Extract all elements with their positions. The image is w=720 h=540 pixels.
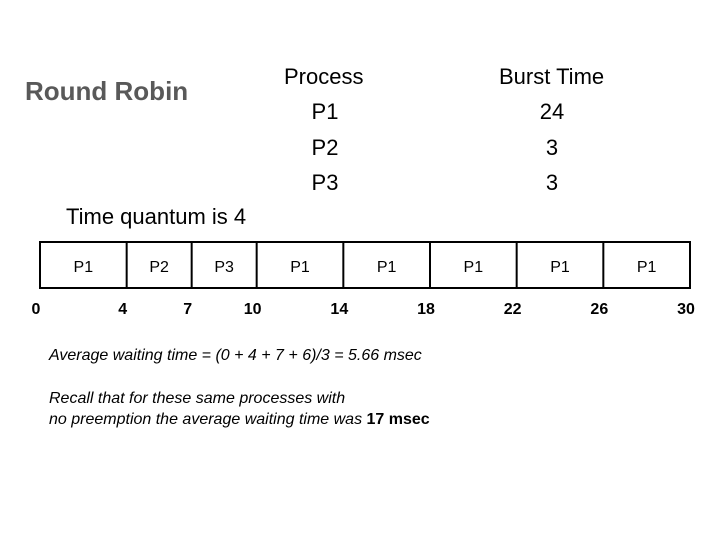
time-quantum-label: Time quantum is 4	[66, 204, 247, 229]
gantt-tick-label: 4	[118, 301, 128, 318]
burst-cell: 3	[545, 135, 559, 160]
gantt-segment-label: P1	[463, 259, 484, 276]
gantt-segment-label: P3	[214, 259, 234, 276]
gantt-segment-label: P1	[550, 259, 570, 276]
gantt-tick-label: 14	[330, 301, 349, 318]
gantt-segment-label: P1	[636, 259, 657, 276]
recall-note-value: 17 msec	[366, 411, 430, 428]
gantt-segment-label: P1	[376, 259, 397, 276]
process-cell: P2	[311, 135, 339, 160]
average-waiting-note: Average waiting time = (0 + 4 + 7 + 6)/3 = 5.66 msec	[49, 347, 422, 364]
process-header: Process	[284, 64, 364, 89]
process-cell: P1	[311, 99, 339, 124]
gantt-segment-label: P1	[73, 259, 94, 276]
burst-cell: 24	[539, 99, 565, 124]
gantt-tick-label: 26	[590, 301, 609, 318]
gantt-tick-label: 7	[183, 301, 193, 318]
recall-note-line1: Recall that for these same processes with	[49, 390, 346, 407]
burst-time-header: Burst Time	[499, 64, 605, 89]
recall-note-text: no preemption the average waiting time was	[49, 411, 363, 428]
burst-cell: 3	[545, 170, 559, 195]
gantt-tick-label: 30	[677, 301, 695, 318]
gantt-segment-label: P2	[149, 259, 169, 276]
gantt-tick-label: 10	[243, 301, 262, 318]
slide-title: Round Robin	[25, 76, 189, 106]
gantt-tick-label: 18	[417, 301, 435, 318]
gantt-tick-label: 22	[503, 301, 522, 318]
recall-note-line2	[49, 411, 430, 429]
gantt-tick-label: 0	[31, 301, 41, 318]
process-cell: P3	[311, 170, 339, 195]
gantt-frame	[40, 242, 690, 288]
gantt-segment-label: P1	[290, 259, 310, 276]
